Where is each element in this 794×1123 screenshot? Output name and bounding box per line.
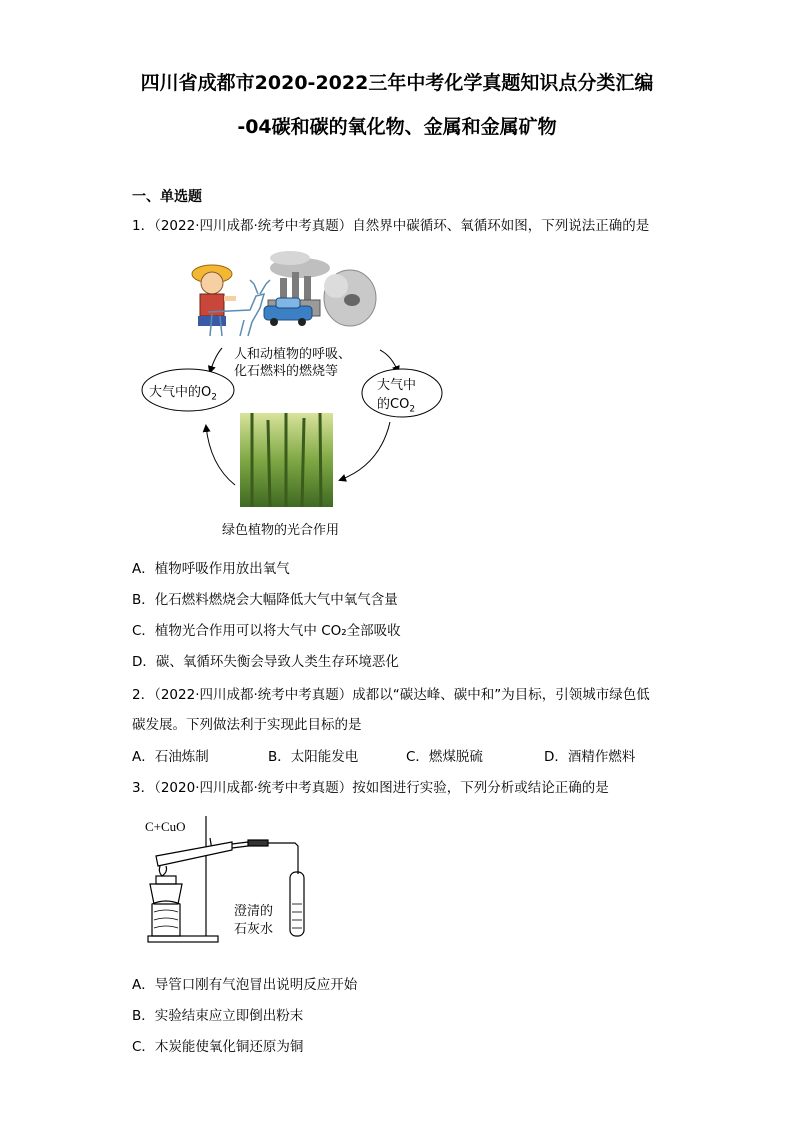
section-heading: 一、单选题 [132,189,202,205]
q3-stem: 3．（2020·四川成都·统考中考真题）按如图进行实验，下列分析或结论正确的是 [132,780,609,796]
document-title-line2: -04碳和碳的氧化物、金属和金属矿物 [237,116,557,138]
q2-option-a: A．石油炼制 [132,749,209,765]
arrow-from-forest [206,426,235,485]
reagent-label: C+CuO [145,819,186,834]
arrow-to-forest [340,422,390,480]
left-ellipse-label: 大气中的$O_2$ [149,385,217,403]
q2-option-d: D．酒精作燃料 [544,749,636,765]
cycle-center-label-2: 化石燃料的燃烧等 [234,364,339,379]
document-title-line1: 四川省成都市2020-2022三年中考化学真题知识点分类汇编 [140,72,654,94]
q2-option-b: B．太阳能发电 [268,749,359,765]
q1-stem: 1．（2022·四川成都·统考中考真题）自然界中碳循环、氧循环如图，下列说法正确的是 [132,218,650,234]
q1-option-c: C．植物光合作用可以将大气中 CO₂全部吸收 [132,623,401,639]
forest-caption: 绿色植物的光合作用 [222,523,340,538]
q3-option-c: C．木炭能使氧化铜还原为铜 [132,1039,304,1055]
arrow-down-right [380,350,398,372]
right-ellipse-label-2: 的$CO_2$ [377,397,416,415]
q3-option-a: A．导管口刚有气泡冒出说明反应开始 [132,977,358,993]
q1-cycle-figure [140,250,460,550]
q2-stem-line2: 碳发展。下列做法利于实现此目标的是 [132,717,362,733]
cycle-center-label-1: 人和动植物的呼吸、 [234,347,352,362]
right-ellipse-label-1: 大气中 [377,378,417,393]
lime-water-label-1: 澄清的 [234,904,274,919]
lime-water-label-2: 石灰水 [234,922,274,937]
q1-option-a: A．植物呼吸作用放出氧气 [132,561,290,577]
q3-option-b: B．实验结束应立即倒出粉末 [132,1008,304,1024]
arrow-up-left [210,348,222,372]
q1-option-b: B．化石燃料燃烧会大幅降低大气中氧气含量 [132,592,398,608]
farmer-illustration [192,265,236,326]
q1-option-d: D．碳、氧循环失衡会导致人类生存环境恶化 [132,654,399,670]
q3-apparatus-figure [140,812,320,952]
smoke-cloud-illustration [324,270,376,326]
q2-option-c: C．燃煤脱硫 [406,749,483,765]
q2-stem-line1: 2．（2022·四川成都·统考中考真题）成都以“碳达峰、碳中和”为目标，引领城市绿色低 [132,687,650,703]
